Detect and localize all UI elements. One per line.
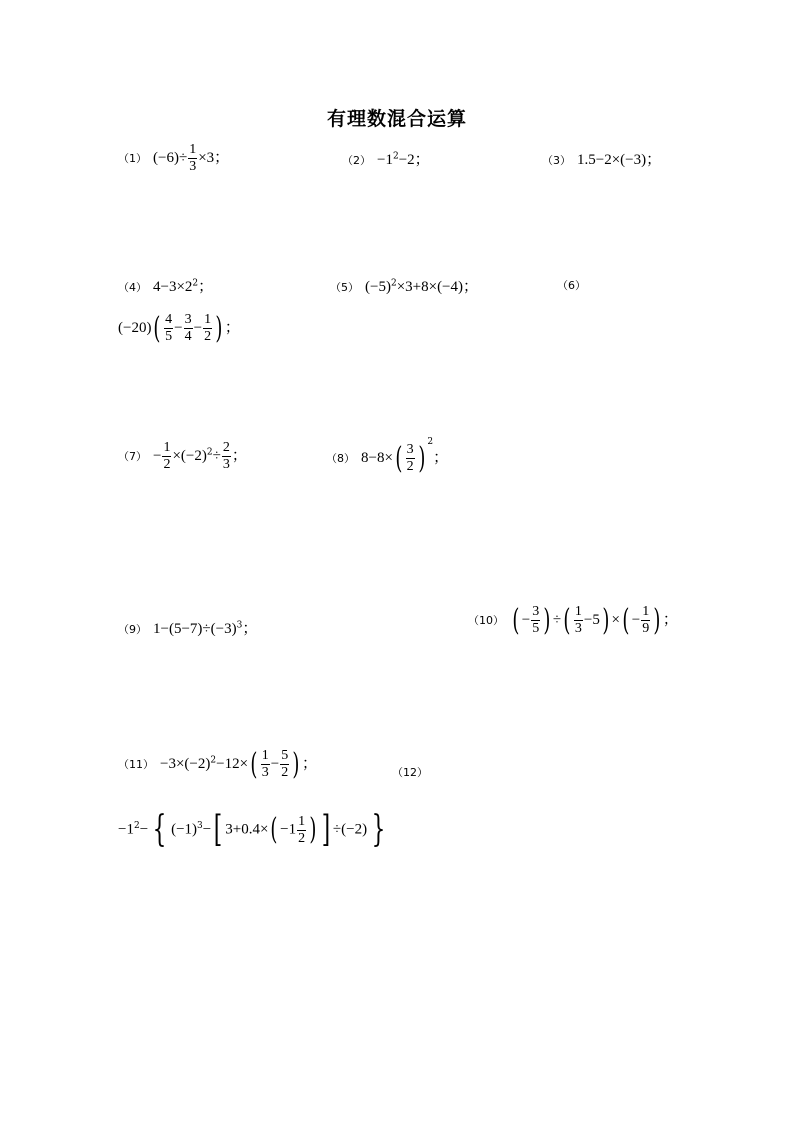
expression: ×3； [198, 150, 230, 166]
exponent: 2 [390, 278, 397, 289]
problem-number: （2） [342, 154, 371, 167]
problem-12-number [392, 764, 434, 780]
fraction [164, 312, 173, 345]
fraction [188, 142, 197, 175]
problem-12 [118, 809, 390, 850]
expression: 8−8× [361, 450, 393, 466]
problem-4 [118, 275, 213, 296]
problem-number: （9） [118, 623, 147, 636]
fraction [162, 440, 171, 473]
numerator: 3 [406, 442, 414, 457]
expression: ×(−2) [172, 448, 207, 464]
expression: ×3+8×(−4)； [396, 279, 479, 295]
expression: (−6)÷ [153, 150, 188, 166]
numerator: 1 [642, 604, 650, 619]
exponent: 2 [392, 151, 399, 162]
right-paren: ) [215, 310, 223, 346]
fraction [297, 814, 306, 847]
denominator: 5 [532, 621, 540, 636]
problem-number: （1） [118, 152, 147, 165]
right-paren: ) [543, 602, 551, 638]
left-paren: ( [563, 602, 571, 638]
problem-6-number [557, 277, 592, 293]
numerator: 1 [204, 312, 212, 327]
expression: −3×(−2) [160, 756, 211, 772]
expression: ； [301, 756, 317, 772]
left-brace: { [152, 809, 167, 850]
exponent: 2 [206, 447, 213, 458]
denominator: 3 [261, 765, 269, 780]
problem-3 [542, 148, 661, 169]
right-paren: ) [653, 602, 661, 638]
right-paren: ) [602, 602, 610, 638]
fraction [261, 748, 270, 781]
operator: − [193, 320, 203, 336]
numerator: 2 [222, 440, 230, 455]
operator: − [174, 320, 183, 336]
left-paren: ( [250, 746, 258, 782]
right-paren: ) [417, 440, 426, 476]
problem-5 [330, 275, 478, 296]
expression: ； [224, 320, 240, 336]
numerator: 1 [189, 142, 197, 157]
denominator: 2 [298, 830, 306, 846]
left-paren: ( [270, 812, 278, 847]
problem-number: （11） [118, 758, 154, 771]
problem-6 [118, 312, 240, 345]
expression: ； [242, 621, 258, 637]
problem-number: （8） [326, 452, 355, 465]
numerator: 1 [574, 604, 582, 619]
denominator: 3 [189, 159, 197, 174]
numerator: 1 [298, 813, 306, 829]
problem-10 [468, 604, 678, 637]
left-bracket: [ [214, 809, 223, 850]
expression: − [153, 448, 162, 464]
operator: × [611, 612, 621, 628]
operator: − [139, 821, 149, 838]
problem-2 [342, 148, 430, 169]
denominator: 3 [222, 457, 230, 472]
fraction [280, 748, 289, 781]
problem-number: （6） [557, 279, 586, 292]
expression: 3+0.4× [225, 821, 269, 838]
expression: −1 [118, 821, 134, 838]
page-title: 有理数混合运算 [326, 108, 467, 130]
problem-7 [118, 440, 247, 473]
left-paren: ( [153, 310, 161, 346]
mixed-whole: 1 [288, 821, 297, 838]
left-paren: ( [395, 440, 403, 476]
fraction [641, 604, 650, 637]
fraction [222, 440, 231, 473]
denominator: 2 [406, 459, 414, 474]
operator: − [521, 612, 531, 628]
operator: − [631, 612, 641, 628]
right-paren: ) [292, 746, 300, 782]
expression: 1−(5−7)÷(−3) [153, 621, 237, 637]
numerator: 4 [165, 312, 173, 327]
operator: − [202, 821, 212, 838]
expression: −12× [216, 756, 249, 772]
problem-number: （12） [392, 766, 428, 779]
numerator: 3 [532, 604, 540, 619]
expression: ； [433, 450, 449, 466]
right-bracket: ] [321, 809, 331, 850]
expression: (−5) [365, 279, 391, 295]
expression: (−1) [171, 821, 198, 838]
exponent: 2 [133, 821, 140, 832]
denominator: 5 [165, 329, 173, 344]
expression: ÷ [212, 448, 221, 464]
fraction [203, 312, 212, 345]
exponent: 2 [192, 278, 199, 289]
expression: ； [231, 448, 247, 464]
expression: 1.5−2×(−3)； [577, 152, 662, 168]
expression: ； [662, 612, 678, 628]
right-brace: } [371, 809, 386, 850]
fraction [406, 442, 415, 475]
operator: − [280, 821, 289, 838]
left-paren: ( [512, 602, 520, 638]
fraction [531, 604, 540, 637]
operator: − [270, 756, 280, 772]
problem-8 [326, 437, 448, 475]
problem-number: （10） [468, 614, 504, 627]
operator: −5 [583, 612, 600, 628]
problem-9 [118, 617, 257, 638]
problem-number: （3） [542, 154, 571, 167]
problem-number: （5） [330, 281, 359, 294]
exponent: 2 [427, 437, 434, 447]
exponent: 3 [197, 821, 203, 832]
problem-number: （7） [118, 450, 147, 463]
expression: −2； [398, 152, 430, 168]
right-paren: ) [309, 812, 317, 847]
expression: 4−3×2 [153, 279, 193, 295]
problem-11 [118, 748, 317, 781]
denominator: 2 [281, 765, 289, 780]
denominator: 4 [184, 329, 192, 344]
numerator: 5 [281, 748, 289, 763]
problem-1 [118, 142, 229, 175]
operator: ÷ [552, 612, 562, 628]
expression: ÷(−2) [332, 821, 368, 838]
fraction [574, 604, 583, 637]
numerator: 1 [163, 440, 171, 455]
denominator: 9 [642, 621, 650, 636]
numerator: 3 [184, 312, 192, 327]
expression: −1 [377, 152, 393, 168]
denominator: 3 [574, 621, 582, 636]
exponent: 3 [236, 620, 243, 631]
numerator: 1 [261, 748, 269, 763]
left-paren: ( [622, 602, 630, 638]
problem-number: （4） [118, 281, 147, 294]
fraction [184, 312, 193, 345]
denominator: 2 [163, 457, 171, 472]
expression: (−20) [118, 320, 152, 336]
denominator: 2 [204, 329, 212, 344]
exponent: 2 [210, 755, 217, 766]
expression: ； [198, 279, 214, 295]
